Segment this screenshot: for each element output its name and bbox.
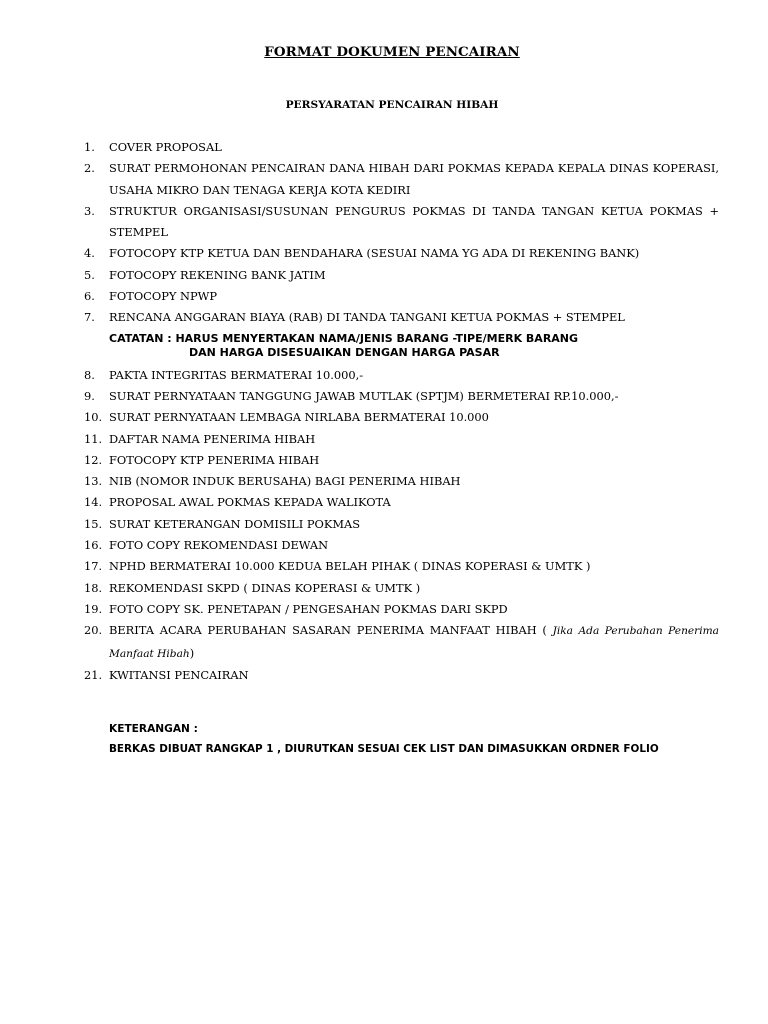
item-text: FOTOCOPY KTP PENERIMA HIBAH	[109, 452, 320, 467]
item-text: STRUKTUR ORGANISASI/SUSUNAN PENGURUS POKMAS DI TANDA TANGAN KETUA POKMAS + STEMPEL	[109, 203, 719, 240]
item-number: 3.	[84, 203, 95, 218]
item-number: 16.	[84, 538, 103, 553]
list-item	[84, 556, 719, 577]
keterangan-text: BERKAS DIBUAT RANGKAP 1 , DIURUTKAN SESUAI CEK LIST DAN DIMASUKKAN ORDNER FOLIO	[109, 743, 659, 755]
note-line-1: CATATAN : HARUS MENYERTAKAN NAMA/JENIS BARANG -TIPE/MERK BARANG	[109, 331, 579, 345]
list-item	[84, 471, 719, 492]
item-text: SURAT PERNYATAAN TANGGUNG JAWAB MUTLAK (SPTJM) BERMETERAI RP.10.000,-	[109, 388, 619, 403]
item-number: 5.	[84, 267, 95, 282]
item-text: RENCANA ANGGARAN BIAYA (RAB) DI TANDA TANGANI KETUA POKMAS + STEMPEL	[109, 310, 625, 325]
item-number: 8.	[84, 367, 95, 382]
note-line-2: DAN HARGA DISESUAIKAN DENGAN HARGA PASAR	[189, 346, 500, 360]
item-number: 10.	[84, 410, 103, 425]
item-text: SURAT PERNYATAAN LEMBAGA NIRLABA BERMATERAI 10.000	[109, 410, 489, 425]
list-item	[84, 535, 719, 556]
item-italic-text: Jika Ada Perubahan Penerima Manfaat Hibah	[109, 625, 719, 660]
list-item	[84, 599, 719, 620]
item-number: 7.	[84, 310, 95, 325]
item-number: 12.	[84, 452, 103, 467]
item-text: COVER PROPOSAL	[109, 140, 222, 154]
requirements-list	[84, 137, 719, 686]
list-item	[84, 514, 719, 535]
item-text: FOTO COPY REKOMENDASI DEWAN	[109, 538, 329, 553]
item-text: PAKTA INTEGRITAS BERMATERAI 10.000,-	[109, 367, 364, 382]
item-number: 2.	[84, 161, 95, 176]
list-item	[84, 158, 719, 201]
item-number: 13.	[84, 474, 103, 489]
item-number: 18.	[84, 580, 103, 595]
document-subtitle: PERSYARATAN PENCAIRAN HIBAH	[285, 99, 499, 111]
list-item	[84, 450, 719, 471]
list-item	[84, 137, 719, 158]
item-number: 6.	[84, 289, 95, 304]
list-item	[84, 286, 719, 307]
item-text: FOTOCOPY NPWP	[109, 289, 218, 304]
item-text: NIB (NOMOR INDUK BERUSAHA) BAGI PENERIMA HIBAH	[109, 474, 461, 489]
item-text: SURAT KETERANGAN DOMISILI POKMAS	[109, 516, 361, 531]
list-item	[84, 492, 719, 513]
item-number: 20.	[84, 623, 103, 638]
item-number: 21.	[84, 667, 103, 682]
note-block	[84, 329, 719, 365]
list-item	[84, 620, 719, 665]
item-text: PROPOSAL AWAL POKMAS KEPADA WALIKOTA	[109, 495, 391, 510]
list-item	[84, 265, 719, 286]
keterangan-label: KETERANGAN :	[109, 723, 198, 735]
item-text: BERITA ACARA PERUBAHAN SASARAN PENERIMA MANFAAT HIBAH (	[109, 623, 553, 638]
list-item	[84, 386, 719, 407]
item-text: FOTOCOPY KTP KETUA DAN BENDAHARA (SESUAI NAMA YG ADA DI REKENING BANK)	[109, 246, 640, 261]
item-number: 15.	[84, 516, 103, 531]
list-item	[84, 665, 719, 686]
item-text: NPHD BERMATERAI 10.000 KEDUA BELAH PIHAK ( DINAS KOPERASI & UMTK )	[109, 559, 591, 574]
item-text: FOTOCOPY REKENING BANK JATIM	[109, 267, 326, 282]
item-text: KWITANSI PENCAIRAN	[109, 667, 249, 682]
item-number: 4.	[84, 246, 95, 261]
list-item	[84, 201, 719, 244]
item-number: 11.	[84, 431, 103, 446]
list-item	[84, 307, 719, 328]
item-number: 14.	[84, 495, 103, 510]
item-number: 19.	[84, 601, 103, 616]
list-item	[84, 578, 719, 599]
item-text-close: )	[189, 645, 195, 660]
item-text: FOTO COPY SK. PENETAPAN / PENGESAHAN POKMAS DARI SKPD	[109, 601, 508, 616]
item-number: 1.	[84, 140, 95, 154]
list-item	[84, 365, 719, 386]
list-item	[84, 243, 719, 264]
item-number: 17.	[84, 559, 103, 574]
document-title: FORMAT DOKUMEN PENCAIRAN	[264, 44, 520, 60]
list-item	[84, 407, 719, 428]
list-item	[84, 429, 719, 450]
item-number: 9.	[84, 388, 95, 403]
item-text: DAFTAR NAMA PENERIMA HIBAH	[109, 431, 316, 446]
item-text: SURAT PERMOHONAN PENCAIRAN DANA HIBAH DARI POKMAS KEPADA KEPALA DINAS KOPERASI, USAHA MIKRO DAN TENAGA KERJA KOTA KEDIRI	[109, 161, 719, 197]
item-text: REKOMENDASI SKPD ( DINAS KOPERASI & UMTK )	[109, 580, 421, 595]
